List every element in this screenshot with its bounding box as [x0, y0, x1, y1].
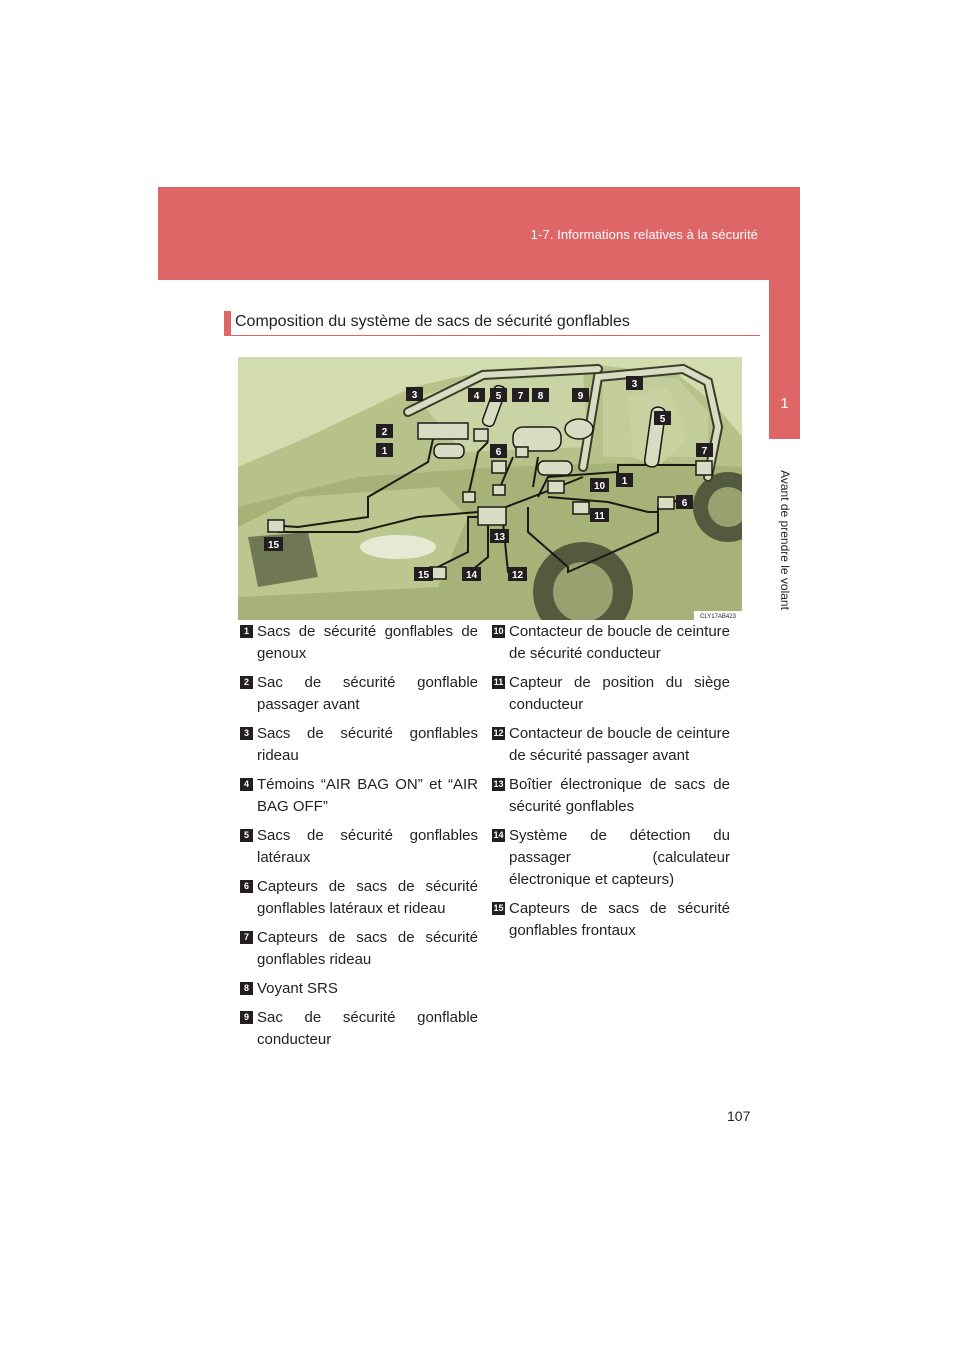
svg-text:11: 11 [594, 511, 605, 522]
callout-1-right [616, 473, 633, 487]
legend-number: 9 [240, 1011, 253, 1024]
callout-15-left [264, 537, 283, 551]
legend-text: Sac de sécurité gonflable passager avant [257, 674, 478, 713]
svg-text:13: 13 [493, 532, 506, 543]
svg-text:1: 1 [621, 476, 628, 487]
section-title: Composition du système de sacs de sécurité gonflables [224, 311, 760, 336]
callout-5-right [654, 411, 671, 425]
callout-13 [490, 529, 509, 543]
callout-8 [532, 388, 549, 402]
legend-item [492, 825, 730, 891]
legend-number: 3 [240, 727, 253, 740]
legend-text: Sacs de sécurité gonflables de genoux [257, 623, 478, 662]
legend-item [240, 723, 478, 767]
legend-item [492, 672, 730, 716]
svg-text:8: 8 [537, 391, 544, 402]
chapter-number: 1 [780, 395, 789, 412]
legend-number: 14 [493, 830, 504, 840]
legend-text: Capteurs de sacs de sécurité gonflables rideau [257, 929, 478, 968]
svg-text:4: 4 [473, 391, 480, 402]
svg-text:5: 5 [659, 414, 666, 425]
legend-text: Sacs de sécurité gonflables latéraux [257, 827, 478, 866]
svg-text:7: 7 [701, 446, 708, 457]
svg-text:7: 7 [517, 391, 524, 402]
header-section-title: 1-7. Informations relatives à la sécurité [530, 227, 758, 242]
callout-3-left [406, 387, 423, 401]
svg-text:3: 3 [411, 390, 418, 401]
svg-text:2: 2 [381, 427, 388, 438]
legend-number: 12 [493, 728, 504, 738]
svg-text:9: 9 [577, 391, 584, 402]
legend-text: Boîtier électronique de sacs de sécurité gonflables [509, 776, 730, 815]
legend-item [240, 774, 478, 818]
callout-15-right [414, 567, 433, 581]
legend-number: 13 [493, 779, 504, 789]
header-band [158, 187, 800, 280]
legend-text: Contacteur de boucle de ceinture de sécurité passager avant [509, 725, 730, 764]
callout-12 [508, 567, 527, 581]
legend-number: 4 [240, 778, 253, 791]
legend-number: 1 [240, 625, 253, 638]
svg-text:15: 15 [417, 570, 430, 581]
legend-number: 6 [240, 880, 253, 893]
callout-3-right [626, 376, 643, 390]
legend-item [240, 825, 478, 869]
svg-text:5: 5 [495, 391, 502, 402]
legend-number: 8 [240, 982, 253, 995]
svg-text:14: 14 [465, 570, 478, 581]
legend-text: Témoins “AIR BAG ON” et “AIR BAG OFF” [257, 776, 478, 815]
callout-7-left [512, 388, 529, 402]
callout-6-right [676, 495, 693, 509]
legend-number: 10 [493, 626, 504, 636]
legend-column-left [240, 621, 478, 1058]
legend-text: Système de détection du passager (calculateur électronique et capteurs) [509, 827, 730, 888]
callout-7-right [696, 443, 713, 457]
legend-text: Capteur de position du siège conducteur [509, 674, 730, 713]
chapter-label [772, 460, 798, 620]
legend-text: Voyant SRS [257, 980, 338, 997]
legend-item [492, 621, 730, 665]
legend-item [240, 672, 478, 716]
legend-text: Capteurs de sacs de sécurité gonflables frontaux [509, 900, 730, 939]
legend-number: 7 [240, 931, 253, 944]
svg-text:15: 15 [267, 540, 280, 551]
callout-14 [462, 567, 481, 581]
legend-item [240, 1007, 478, 1051]
airbag-system-figure [238, 357, 742, 620]
legend-item [240, 621, 478, 665]
svg-text:6: 6 [495, 447, 502, 458]
legend-number: 2 [240, 676, 253, 689]
callout-11 [590, 508, 609, 522]
legend-item [492, 898, 730, 942]
legend-item [492, 723, 730, 767]
svg-text:1: 1 [381, 446, 388, 457]
callout-1-left [376, 443, 393, 457]
svg-text:3: 3 [631, 379, 638, 390]
svg-text:6: 6 [681, 498, 688, 509]
legend-item [240, 876, 478, 920]
callout-6-left [490, 444, 507, 458]
legend-item [492, 774, 730, 818]
page-number: 107 [727, 1108, 751, 1124]
legend-number: 5 [240, 829, 253, 842]
car-illustration [238, 357, 742, 620]
callout-2 [376, 424, 393, 438]
svg-text:12: 12 [511, 570, 524, 581]
legend-item [240, 978, 478, 1000]
svg-text:10: 10 [593, 481, 606, 492]
legend-number: 15 [493, 903, 504, 913]
callout-4 [468, 388, 485, 402]
legend-column-right [492, 621, 730, 949]
callout-9 [572, 388, 589, 402]
legend-text: Sacs de sécurité gonflables rideau [257, 725, 478, 764]
callout-5-left [490, 388, 507, 402]
legend-number: 11 [493, 677, 504, 687]
legend-text: Capteurs de sacs de sécurité gonflables latéraux et rideau [257, 878, 478, 917]
figure-code: CLY17AB423 [700, 614, 736, 620]
chapter-label-text: Avant de prendre le volant [778, 470, 792, 610]
legend-item [240, 927, 478, 971]
callout-10 [590, 478, 609, 492]
legend-text: Contacteur de boucle de ceinture de sécurité conducteur [509, 623, 730, 662]
chapter-tab [769, 187, 800, 439]
legend-text: Sac de sécurité gonflable conducteur [257, 1009, 478, 1048]
